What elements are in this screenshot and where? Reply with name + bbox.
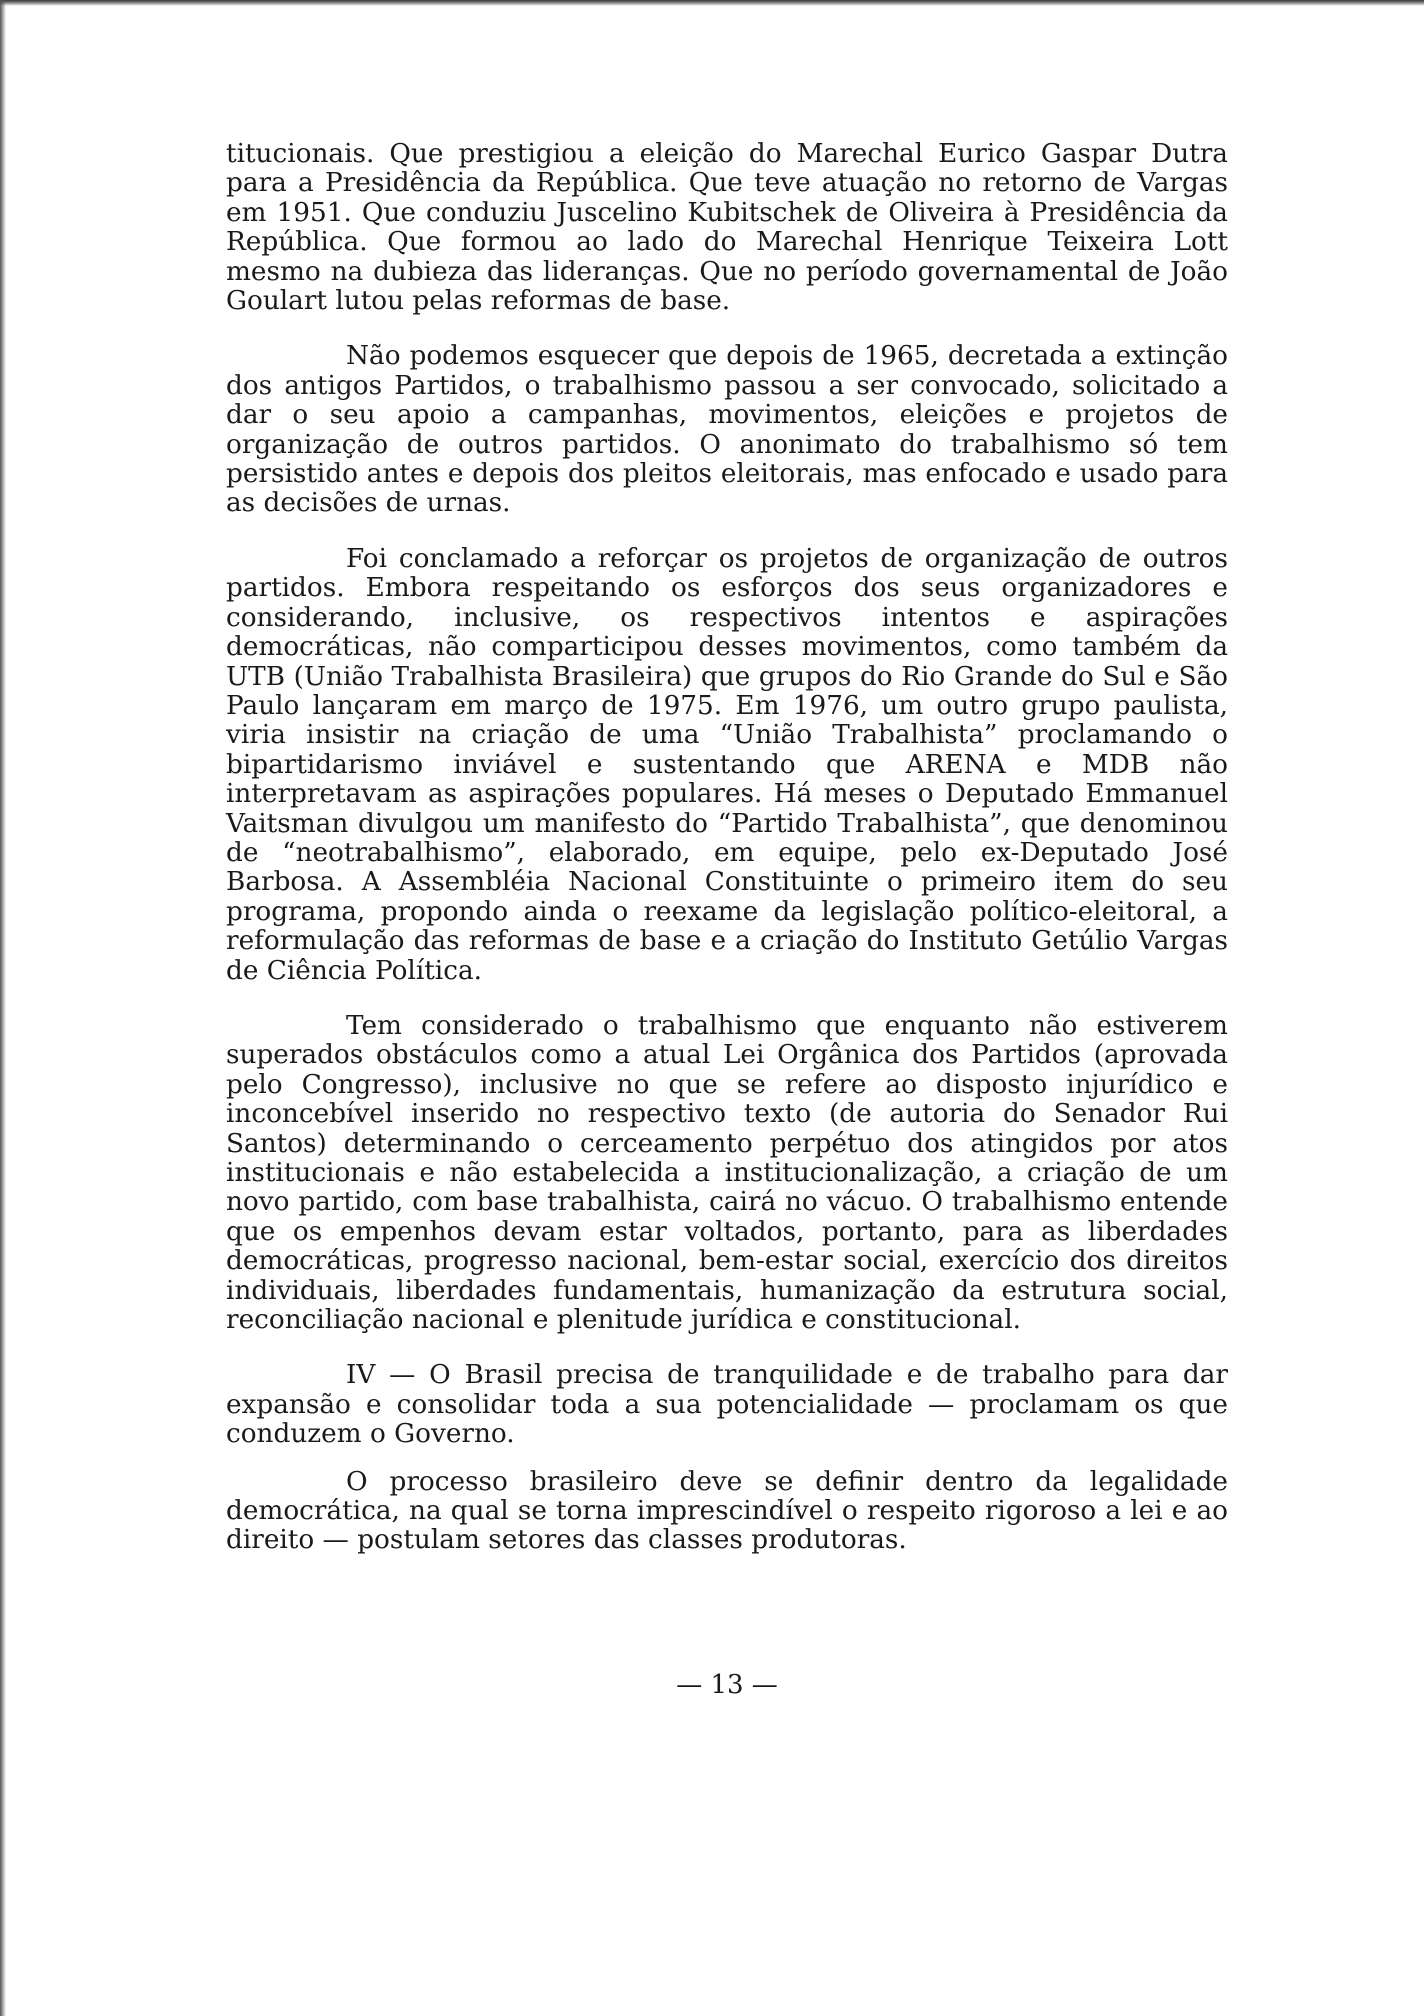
- paragraph-2: Não podemos esquecer que depois de 1965, decretada a extinção dos antigos Partidos, o trabalhismo passou a ser convocado, solicitado a dar o seu apoio a campanhas, movimentos, eleições e projetos de organização de outros partidos. O anonimato do trabalhismo só tem persistido antes e depois dos pleitos eleitorais, mas enfocado e usado para as decisões de urnas.: [226, 341, 1228, 519]
- paragraph-6: O processo brasileiro deve se definir dentro da legalidade democrática, na qual se torna imprescindível o respeito rigoroso a lei e ao direito — postulam setores das classes produtoras.: [226, 1466, 1228, 1556]
- scan-border-left: [0, 0, 6, 2016]
- paragraph-3: Foi conclamado a reforçar os projetos de organização de outros partidos. Embora respeitando os esforços dos seus organizadores e considerando, inclusive, os respectivos intentos e aspirações democráticas, não comparticipou desses movimentos, como também da UTB (União Trabalhista Brasileira) que grupos do Rio Grande do Sul e São Paulo lançaram em março de 1975. Em 1976, um outro grupo paulista, viria insistir na criação de uma “União Trabalhista” proclamando o bipartidarismo inviável e sustentando que ARENA e MDB não interpretavam as aspirações populares. Há meses o Deputado Emmanuel Vaitsman divulgou um manifesto do “Partido Trabalhista”, que denominou de “neotrabalhismo”, elaborado, em equipe, pelo ex-Deputado José Barbosa. A Assembléia Nacional Constituinte o primeiro item do seu programa, propondo ainda o reexame da legislação político-eleitoral, a reformulação das reformas de base e a criação do Instituto Getúlio Vargas de Ciência Política.: [226, 543, 1228, 986]
- scan-border-top: [0, 0, 1424, 6]
- paragraph-4: Tem considerado o trabalhismo que enquanto não estiverem superados obstáculos como a atual Lei Orgânica dos Partidos (aprovada pelo Congresso), inclusive no que se refere ao disposto injurídico e inconcebível inserido no respectivo texto (de autoria do Senador Rui Santos) determinando o cerceamento perpétuo dos atingidos por atos institucionais e não estabelecida a institucionalização, a criação de um novo partido, com base trabalhista, cairá no vácuo. O trabalhismo entende que os empenhos devam estar voltados, portanto, para as liberdades democráticas, progresso nacional, bem-estar social, exercício dos direitos individuais, liberdades fundamentais, humanização da estrutura social, reconciliação nacional e plenitude jurídica e constitucional.: [226, 1010, 1228, 1336]
- paragraph-1: titucionais. Que prestigiou a eleição do Marechal Eurico Gaspar Dutra para a Presidência da República. Que teve atuação no retorno de Vargas em 1951. Que conduziu Juscelino Kubitschek de Oliveira à Presidência da República. Que formou ao lado do Marechal Henrique Teixeira Lott mesmo na dubieza das lideranças. Que no período governamental de João Goulart lutou pelas reformas de base.: [226, 139, 1228, 317]
- document-page: [226, 139, 1228, 1700]
- paragraph-5: IV — O Brasil precisa de tranquilidade e de trabalho para dar expansão e consolidar toda a sua potencialidade — proclamam os que conduzem o Governo.: [226, 1360, 1228, 1450]
- page-number: — 13 —: [676, 1670, 778, 1700]
